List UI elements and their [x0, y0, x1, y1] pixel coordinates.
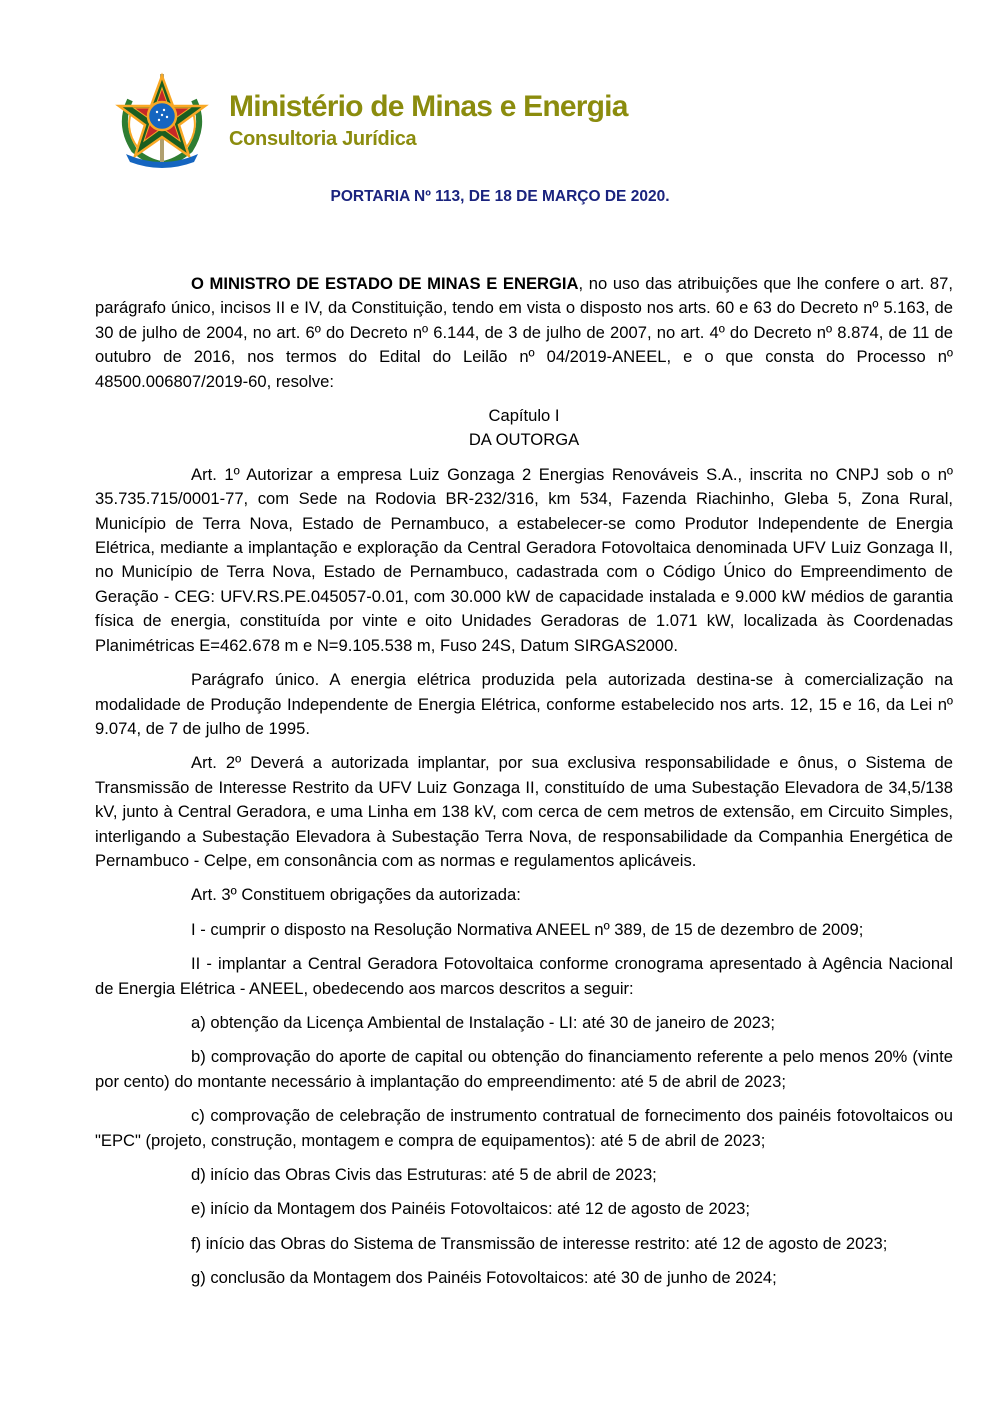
preamble-text: , no uso das atribuições que lhe confere o art. 87, parágrafo único, incisos II e IV, da Constituição, tendo em vista o disposto nos arts. 60 e 63 do Decreto nº 5.163, de 30 de julho de 2004, no art. 6º do Decreto nº 6.144, de 3 de julho de 2007, no art. 4º do Decreto nº 8.874, de 11 de outubro de 2016, nos termos do Edital do Leilão nº 04/2019-ANEEL, e o que consta do Processo nº 48500.006807/2019-60, resolve:	[95, 274, 953, 391]
ministry-name: Ministério de Minas e Energia	[229, 90, 628, 123]
milestone-e: e) início da Montagem dos Painéis Fotovoltaicos: até 12 de agosto de 2023;	[191, 1199, 751, 1219]
chapter-name: DA OUTORGA	[468, 430, 580, 450]
preamble	[95, 272, 953, 394]
preamble-lead: O MINISTRO DE ESTADO DE MINAS E ENERGIA	[191, 274, 579, 293]
article-3-item-i: I - cumprir o disposto na Resolução Normativa ANEEL nº 389, de 15 de dezembro de 2009;	[191, 919, 864, 939]
chapter-number: Capítulo I	[488, 406, 560, 426]
brazil-coat-of-arms-icon	[112, 70, 212, 170]
article-2: Art. 2º Deverá a autorizada implantar, por sua exclusiva responsabilidade e ônus, o Sistema de Transmissão de Interesse Restrito da UFV Luiz Gonzaga II, constituído de uma Subestação Elevadora de 34,5/138 kV, junto à Central Geradora, e uma Linha em 138 kV, com cerca de cem metros de extensão, em Circuito Simples, interligando a Subestação Elevadora à Subestação Terra Nova, de responsabilidade da Companhia Energética de Pernambuco - Celpe, em consonância com as normas e regulamentos aplicáveis.	[95, 753, 953, 870]
milestone-d: d) início das Obras Civis das Estruturas: até 5 de abril de 2023;	[191, 1165, 657, 1184]
article-1: Art. 1º Autorizar a empresa Luiz Gonzaga 2 Energias Renováveis S.A., inscrita no CNPJ sob o nº 35.735.715/0001-77, com Sede na Rodovia BR-232/316, km 534, Fazenda Riachinho, Gleba 5, Zona Rural, Município de Terra Nova, Estado de Pernambuco, a estabelecer-se como Produtor Independente de Energia Elétrica, mediante a implantação e exploração da Central Geradora Fotovoltaica denominada UFV Luiz Gonzaga II, no Município de Terra Nova, Estado de Pernambuco, cadastrada com o Código Único do Empreendimento de Geração - CEG: UFV.RS.PE.045057-0.01, com 30.000 kW de capacidade instalada e 9.000 kW médios de garantia física de energia, constituída por vinte e oito Unidades Geradoras de 1.071 kW, localizada às Coordenadas Planimétricas E=462.678 m e N=9.105.538 m, Fuso 24S, Datum SIRGAS2000.	[95, 464, 953, 655]
milestone-b: b) comprovação do aporte de capital ou obtenção do financiamento referente a pelo menos 20% (vinte por cento) do montante necessário à implantação do empreendimento: até 5 de abril de 2023;	[95, 1047, 953, 1091]
article-3: Art. 3º Constituem obrigações da autorizada:	[191, 885, 521, 905]
article-3-item-ii: II - implantar a Central Geradora Fotovoltaica conforme cronograma apresentado à Agência Nacional de Energia Elétrica - ANEEL, obedecendo aos marcos descritos a seguir:	[95, 954, 953, 998]
article-1-sole-paragraph: Parágrafo único. A energia elétrica produzida pela autorizada destina-se à comercialização na modalidade de Produção Independente de Energia Elétrica, conforme estabelecido nos arts. 12, 15 e 16, da Lei nº 9.074, de 7 de julho de 1995.	[95, 670, 953, 738]
document-body	[95, 272, 953, 1301]
milestone-g: g) conclusão da Montagem dos Painéis Fotovoltaicos: até 30 de junho de 2024;	[191, 1268, 777, 1288]
letterhead	[112, 70, 872, 170]
milestone-c: c) comprovação de celebração de instrumento contratual de fornecimento dos painéis fotovoltaicos ou "EPC" (projeto, construção, montagem e compra de equipamentos): até 5 de abril de 2023;	[95, 1106, 953, 1150]
milestone-a: a) obtenção da Licença Ambiental de Instalação - LI: até 30 de janeiro de 2023;	[191, 1012, 775, 1032]
department-name: Consultoria Jurídica	[229, 128, 417, 150]
milestone-f: f) início das Obras do Sistema de Transmissão de interesse restrito: até 12 de agosto de 2023;	[191, 1233, 888, 1253]
document-title: PORTARIA Nº 113, DE 18 DE MARÇO DE 2020.	[330, 188, 670, 205]
